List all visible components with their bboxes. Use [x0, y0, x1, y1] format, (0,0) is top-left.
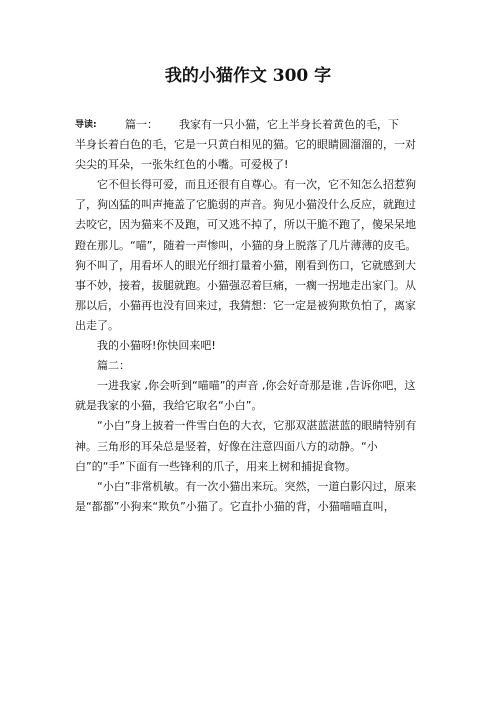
paragraph-2: 它不但长得可爱，而且还很有自尊心。有一次，它不知怎么招惹狗了，狗凶猛的叫声掩盖了它脆弱的声音。狗见小猫没什么反应，就跑过去咬它，因为猫来不及跑，可又逃不掉了，所以干脆不跑了，傻呆呆地蹬在那儿。“喵”，随着一声惨叫，小猫的身上脱落了几片薄薄的皮毛。狗不叫了，用看坏人的眼光仔细打量着小猫，刚看到伤口，它就感到大事不妙，接着，拔腿就跑。小猫强忍着巨痛，一瘸一拐地走出家门。从那以后，小猫再也没有回来过，我猜想：它一定是被狗欺负怕了，离家出走了。: [75, 178, 417, 332]
paragraph-6: “小白”非常机敏。有一次小猫出来玩。突然，一道白影闪过，原来是“都都”小狗来“欺负”小猫了。它直扑小猫的背，小猫喵喵直叫，: [75, 479, 417, 513]
paragraph-5: “小白”身上披着一件雪白色的大衣，它那双湛蓝湛蓝的眼睛特别有神。三角形的耳朵总是竖着，好像在注意四面八方的动静。“小白”的“手”下面有一些锋利的爪子，用来上树和捕捉食物。: [75, 419, 417, 473]
section-two-heading: 篇二：: [97, 359, 130, 373]
first-line-text: 我家有一只小猫，它上半身长着黄色的毛，下: [179, 118, 399, 131]
paragraph-3: 我的小猫呀!你快回来吧!: [97, 339, 216, 353]
page-title: 我的小猫作文 300 字: [164, 66, 332, 86]
paragraph-1: 半身长着白色的毛，它是一只黄白相见的猫。它的眼睛圆溜溜的，一对尖尖的耳朵，一张朱红色的小嘴。可爱极了!: [75, 138, 416, 172]
paragraph-4: 一进我家 ,你会听到“喵喵”的声音 ,你会好奇那是谁 ,告诉你吧，这就是我家的小猫，我给它取名“小白”。: [75, 379, 416, 413]
lead-line: [75, 115, 425, 135]
article-body: [75, 115, 425, 517]
section-one-label: 篇一：: [125, 118, 158, 131]
guide-label: 导读:: [75, 120, 97, 130]
